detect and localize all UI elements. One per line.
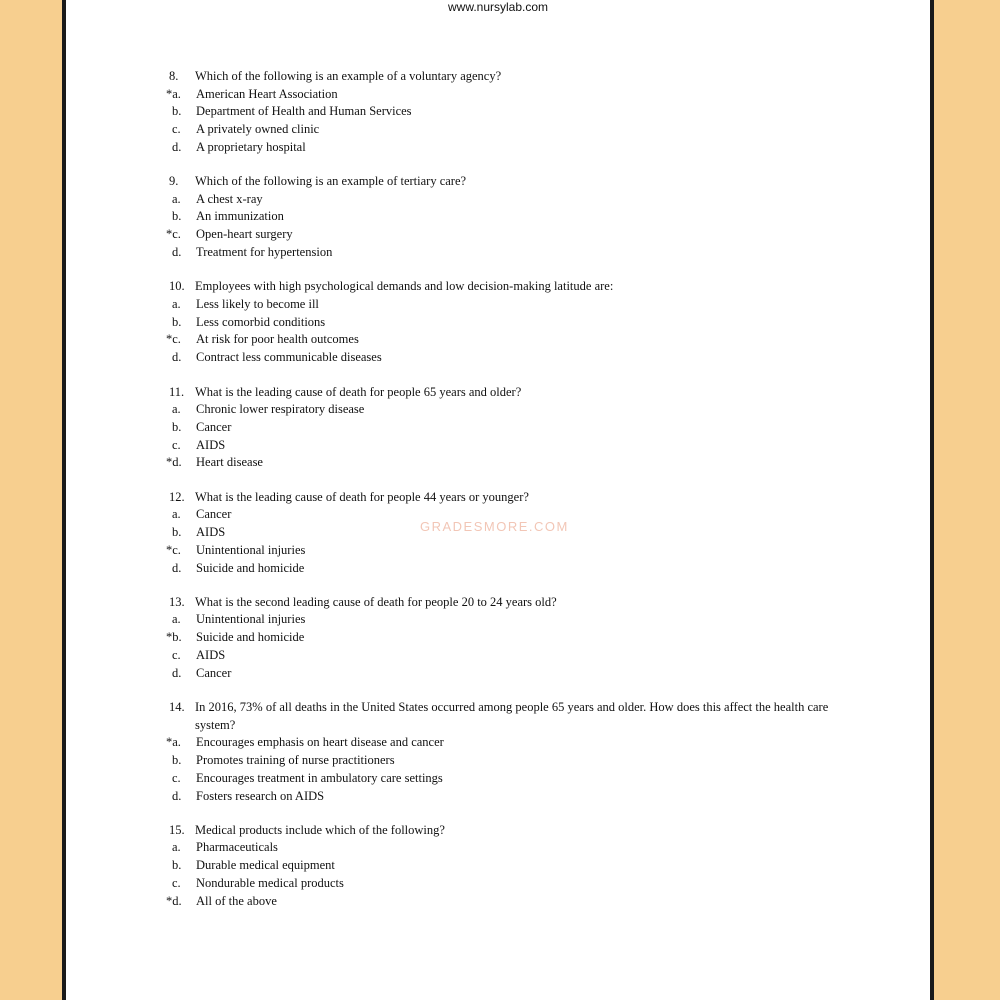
answer-option	[169, 611, 869, 629]
option-text: A chest x-ray	[196, 191, 263, 206]
option-text: Open-heart surgery	[196, 227, 293, 242]
option-letter: *b.	[166, 630, 182, 645]
option-text: Heart disease	[196, 455, 263, 470]
option-text: Nondurable medical products	[196, 875, 344, 890]
question-15	[166, 822, 869, 911]
question-stem	[169, 822, 869, 840]
answer-options	[166, 734, 869, 805]
answer-option-correct	[166, 542, 869, 560]
option-text: A privately owned clinic	[196, 122, 320, 137]
question-text: What is the leading cause of death for people 65 years and older?	[195, 384, 522, 399]
option-letter: a.	[172, 296, 181, 311]
option-letter: d.	[172, 788, 182, 803]
question-stem	[169, 594, 869, 612]
option-text: AIDS	[196, 437, 226, 452]
answer-option	[169, 839, 869, 857]
answer-option	[169, 139, 869, 157]
question-number: 8.	[169, 69, 179, 83]
answer-options	[166, 191, 869, 262]
question-stem	[169, 489, 869, 507]
option-letter: *c.	[166, 227, 181, 242]
answer-options	[166, 839, 869, 910]
answer-option	[169, 788, 869, 806]
question-13	[166, 594, 869, 683]
option-text: Department of Health and Human Services	[196, 104, 412, 119]
option-letter: a.	[172, 840, 181, 855]
question-stem	[169, 173, 869, 191]
option-letter: b.	[172, 314, 182, 329]
answer-option	[169, 665, 869, 683]
answer-option-correct	[166, 331, 869, 349]
answer-option-correct	[166, 226, 869, 244]
option-text: Cancer	[196, 507, 232, 522]
question-8	[166, 68, 869, 157]
option-text: Suicide and homicide	[196, 560, 305, 575]
option-text: At risk for poor health outcomes	[196, 332, 359, 347]
option-letter: c.	[172, 122, 181, 137]
answer-option-correct	[166, 629, 869, 647]
option-text: Encourages treatment in ambulatory care settings	[196, 770, 443, 785]
question-number: 13.	[169, 594, 185, 609]
answer-option	[169, 349, 869, 367]
option-letter: c.	[172, 648, 181, 663]
question-stem	[169, 278, 869, 296]
answer-option	[169, 437, 869, 455]
answer-option	[169, 121, 869, 139]
question-number: 9.	[169, 174, 179, 189]
answer-options	[166, 86, 869, 157]
answer-options	[166, 296, 869, 367]
answer-option	[169, 314, 869, 332]
option-letter: b.	[172, 525, 182, 540]
option-letter: a.	[172, 191, 181, 206]
answer-option	[169, 647, 869, 665]
option-text: AIDS	[196, 648, 226, 663]
question-stem	[169, 384, 869, 402]
option-letter: d.	[172, 139, 182, 154]
option-text: Encourages emphasis on heart disease and cancer	[196, 735, 444, 750]
option-text: Unintentional injuries	[196, 542, 306, 557]
option-letter: *c.	[166, 542, 181, 557]
answer-option	[169, 208, 869, 226]
option-text: A proprietary hospital	[196, 139, 306, 154]
answer-option	[169, 524, 869, 542]
question-number: 11.	[169, 384, 185, 399]
question-14	[166, 699, 869, 805]
question-12	[166, 489, 869, 578]
question-9	[166, 173, 869, 262]
answer-option	[169, 560, 869, 578]
option-letter: b.	[172, 752, 182, 767]
answer-options	[166, 401, 869, 472]
option-letter: d.	[172, 245, 182, 260]
question-text: In 2016, 73% of all deaths in the United States occurred among people 65 years and older. How does this affect the health care system?	[195, 700, 829, 732]
option-letter: *d.	[166, 455, 182, 470]
answer-option	[169, 752, 869, 770]
answer-option	[169, 296, 869, 314]
option-letter: a.	[172, 612, 181, 627]
option-letter: *c.	[166, 332, 181, 347]
watermark: GRADESMORE.COM	[420, 519, 569, 534]
option-text: Fosters research on AIDS	[196, 788, 325, 803]
option-letter: b.	[172, 858, 182, 873]
option-letter: d.	[172, 350, 182, 365]
option-text: Pharmaceuticals	[196, 840, 278, 855]
question-text: What is the leading cause of death for people 44 years or younger?	[195, 489, 529, 504]
option-letter: c.	[172, 875, 181, 890]
question-number: 14.	[169, 700, 185, 715]
answer-option-correct	[166, 454, 869, 472]
option-letter: *a.	[166, 86, 181, 101]
answer-option	[169, 506, 869, 524]
question-number: 12.	[169, 489, 185, 504]
answer-option	[169, 770, 869, 788]
question-stem	[169, 68, 869, 86]
option-text: AIDS	[196, 525, 226, 540]
option-letter: a.	[172, 507, 181, 522]
option-letter: c.	[172, 770, 181, 785]
question-text: Medical products include which of the following?	[195, 822, 445, 837]
question-list	[166, 68, 869, 927]
answer-options	[166, 611, 869, 682]
option-text: Unintentional injuries	[196, 612, 306, 627]
option-letter: b.	[172, 419, 182, 434]
answer-option	[169, 103, 869, 121]
option-text: Contract less communicable diseases	[196, 350, 382, 365]
option-text: All of the above	[196, 893, 277, 908]
option-letter: c.	[172, 437, 181, 452]
option-text: An immunization	[196, 209, 284, 224]
answer-option	[169, 875, 869, 893]
option-letter: b.	[172, 104, 182, 119]
answer-option-correct	[166, 893, 869, 911]
option-text: Chronic lower respiratory disease	[196, 402, 365, 417]
question-text: Which of the following is an example of a voluntary agency?	[195, 69, 502, 83]
question-text: Employees with high psychological demands and low decision-making latitude are:	[195, 279, 614, 294]
document-page	[62, 0, 934, 1000]
option-text: American Heart Association	[196, 86, 338, 101]
question-10	[166, 278, 869, 367]
option-text: Treatment for hypertension	[196, 245, 333, 260]
answer-option-correct	[166, 86, 869, 104]
answer-option	[169, 191, 869, 209]
site-url: www.nursylab.com	[447, 0, 549, 14]
answer-options	[166, 506, 869, 577]
option-text: Less likely to become ill	[196, 296, 319, 311]
question-text: What is the second leading cause of death for people 20 to 24 years old?	[195, 594, 557, 609]
question-number: 15.	[169, 822, 185, 837]
question-stem	[169, 699, 869, 734]
answer-option	[169, 419, 869, 437]
option-letter: *d.	[166, 893, 182, 908]
option-letter: a.	[172, 402, 181, 417]
answer-option-correct	[166, 734, 869, 752]
option-letter: d.	[172, 560, 182, 575]
question-text: Which of the following is an example of tertiary care?	[195, 174, 467, 189]
option-text: Durable medical equipment	[196, 858, 335, 873]
option-text: Cancer	[196, 665, 232, 680]
option-letter: b.	[172, 209, 182, 224]
answer-option	[169, 401, 869, 419]
answer-option	[169, 857, 869, 875]
option-letter: d.	[172, 665, 182, 680]
option-text: Cancer	[196, 419, 232, 434]
option-text: Less comorbid conditions	[196, 314, 326, 329]
option-text: Promotes training of nurse practitioners	[196, 752, 395, 767]
question-number: 10.	[169, 279, 185, 294]
answer-option	[169, 244, 869, 262]
option-letter: *a.	[166, 735, 181, 750]
option-text: Suicide and homicide	[196, 630, 305, 645]
question-11	[166, 384, 869, 473]
